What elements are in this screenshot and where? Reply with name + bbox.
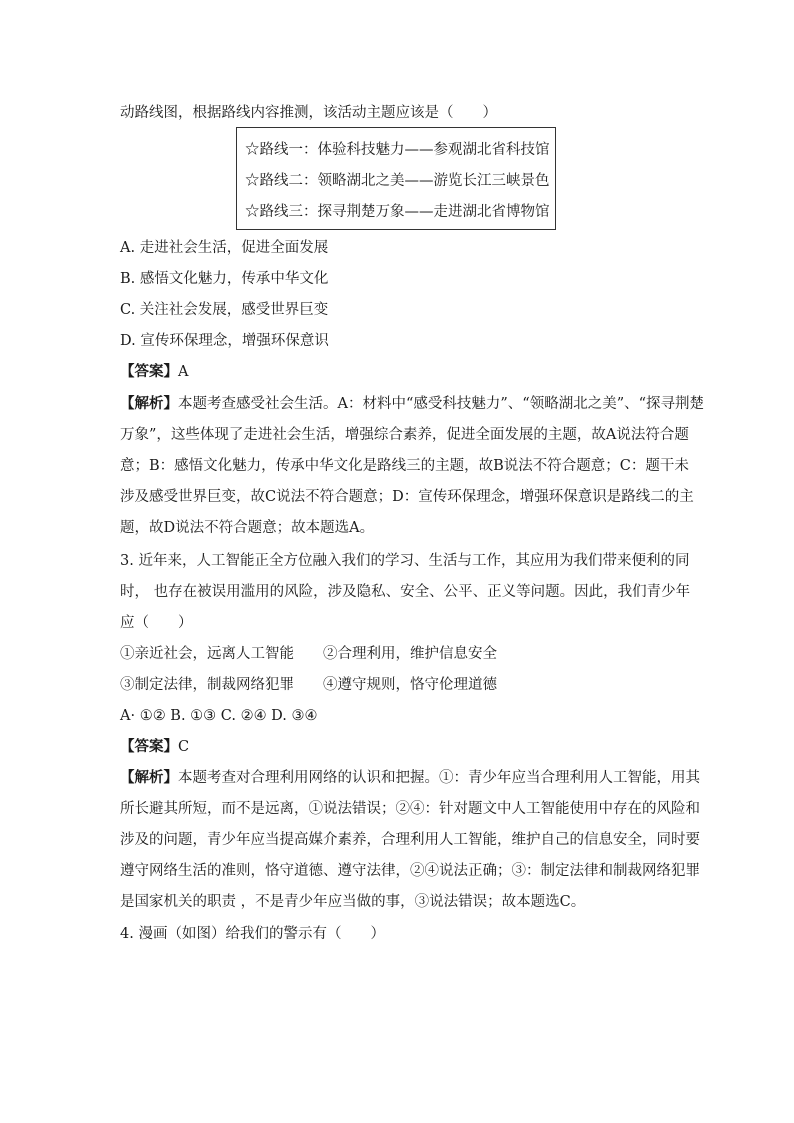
q3-stem-line-3: 应（ ） [120, 615, 193, 631]
q2-option-a: A. 走进社会生活，促进全面发展 [120, 240, 329, 256]
q2-option-c: C. 关注社会发展，感受世界巨变 [120, 302, 329, 318]
q2-analysis-line-4: 涉及感受世界巨变，故C说法不符合题意；D：宣传环保理念，增强环保意识是路线二的主 [120, 489, 694, 505]
q3-analysis-line-5: 是国家机关的职责 ，不是青少年应当做的事，③说法错误；故本题选C。 [120, 894, 586, 910]
q2-option-b: B. 感悟文化魅力，传承中华文化 [120, 271, 329, 287]
q4-stem: 4. 漫画（如图）给我们的警示有（ ） [120, 926, 385, 942]
q3-analysis-text-1: 本题考查对合理利用网络的认识和把握。①：青少年应当合理利用人工智能，用其 [178, 770, 700, 786]
q3-analysis-line-3: 涉及的问题，青少年应当提高媒介素养，合理利用人工智能，维护自己的信息安全，同时要 [120, 832, 700, 848]
q3-answer-value: C [178, 739, 190, 755]
q3-analysis-line-4: 遵守网络生活的准则，恪守道德、遵守法律，②④说法正确；③：制定法律和制裁网络犯罪 [120, 863, 700, 879]
route-line-2: ☆路线二：领略湖北之美——游览长江三峡景色 [245, 173, 550, 189]
q2-analysis-label: 【解析】 [120, 395, 178, 412]
route-line-3: ☆路线三：探寻荆楚万象——走进湖北省博物馆 [245, 204, 550, 220]
q3-stem-line-1: 3. 近年来，人工智能正全方位融入我们的学习、生活与工作，其应用为我们带来便利的同 [120, 553, 690, 569]
q2-option-d: D. 宣传环保理念，增强环保意识 [120, 333, 329, 349]
route-line-1: ☆路线一：体验科技魅力——参观湖北省科技馆 [245, 142, 550, 158]
q3-item-line-2: ③制定法律，制裁网络犯罪 ④遵守规则，恪守伦理道德 [120, 677, 497, 693]
q3-answer-label: 【答案】 [120, 738, 178, 755]
q3-stem-line-2: 时， 也存在被误用滥用的风险，涉及隐私、安全、公平、正义等问题。因此，我们青少年 [120, 584, 691, 600]
q2-answer [120, 362, 188, 382]
q3-analysis-line-2: 所长避其所短，而不是远离，①说法错误；②④：针对题文中人工智能使用中存在的风险和 [120, 801, 700, 817]
q2-analysis-line-2: 万象”，这些体现了走进社会生活，增强综合素养，促进全面发展的主题，故A说法符合题 [120, 427, 689, 443]
q3-options: A· ①② B. ①③ C. ②④ D. ③④ [120, 708, 318, 724]
q2-analysis-line-3: 意；B：感悟文化魅力，传承中华文化是路线三的主题，故B说法不符合题意；C：题干未 [120, 458, 689, 474]
q3-analysis-label: 【解析】 [120, 769, 178, 786]
q2-analysis-line-1 [120, 394, 704, 414]
route-box [236, 127, 556, 230]
q3-item-line-1: ①亲近社会，远离人工智能 ②合理利用，维护信息安全 [120, 646, 497, 662]
q3-analysis-line-1 [120, 768, 700, 788]
q2-answer-label: 【答案】 [120, 363, 178, 380]
q2-answer-value: A [178, 364, 189, 380]
q2-analysis-text-1: 本题考查感受社会生活。A：材料中“感受科技魅力”、“领略湖北之美”、“探寻荆楚 [178, 396, 705, 412]
intro-line: 动路线图，根据路线内容推测，该活动主题应该是（ ） [120, 105, 497, 121]
q2-analysis-line-5: 题，故D说法不符合题意；故本题选A。 [120, 520, 375, 536]
q3-answer [120, 737, 189, 757]
